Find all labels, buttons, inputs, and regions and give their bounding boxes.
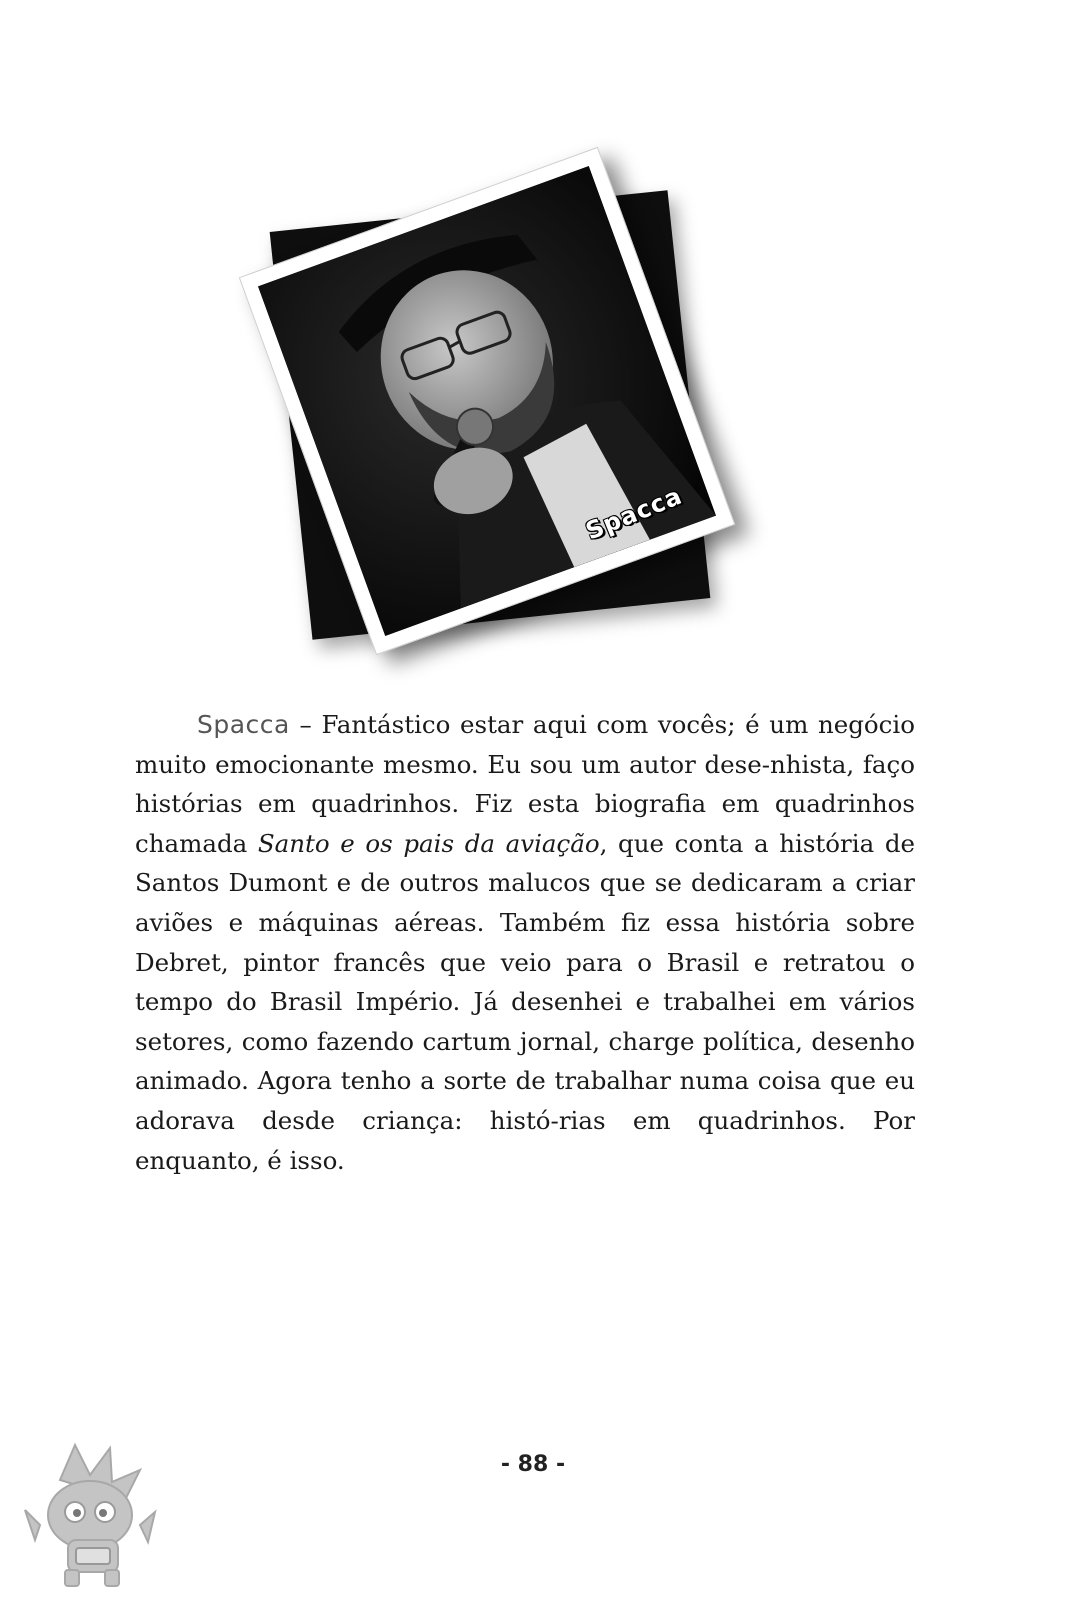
- speaker-dash: –: [289, 710, 322, 739]
- paragraph-text-part-2: , que conta a história de Santos Dumont e de outros malucos que se dedicaram a criar aviões e máquinas aéreas. Também fiz essa história sobre Debret, pintor francês que veio para o Brasil e retratou o tempo do Brasil Império. Já desenhei e trabalhei em vários setores, como fazendo cartum jornal, charge política, desenho animado. Agora tenho a sorte de trabalhar numa coisa que eu adorava desde criança: histó-rias em quadrinhos. Por enquanto, é isso.: [135, 828, 915, 1175]
- interview-paragraph: [135, 705, 915, 1180]
- paragraph-text-part-1: Fantástico estar aqui com vocês; é um negócio muito emocionante mesmo. Eu sou um autor dese-nhista, faço histórias em quadrinhos. Fiz esta biografia em quadrinhos chamada: [135, 710, 915, 858]
- book-title: Santo e os pais da aviação: [257, 828, 600, 858]
- author-photo-group: [280, 170, 700, 640]
- speaker-name: Spacca: [197, 710, 290, 739]
- photo-caption: Spacca: [581, 481, 686, 546]
- page-number: - 88 -: [500, 1452, 566, 1477]
- cartoon-mascot-icon: [20, 1440, 160, 1590]
